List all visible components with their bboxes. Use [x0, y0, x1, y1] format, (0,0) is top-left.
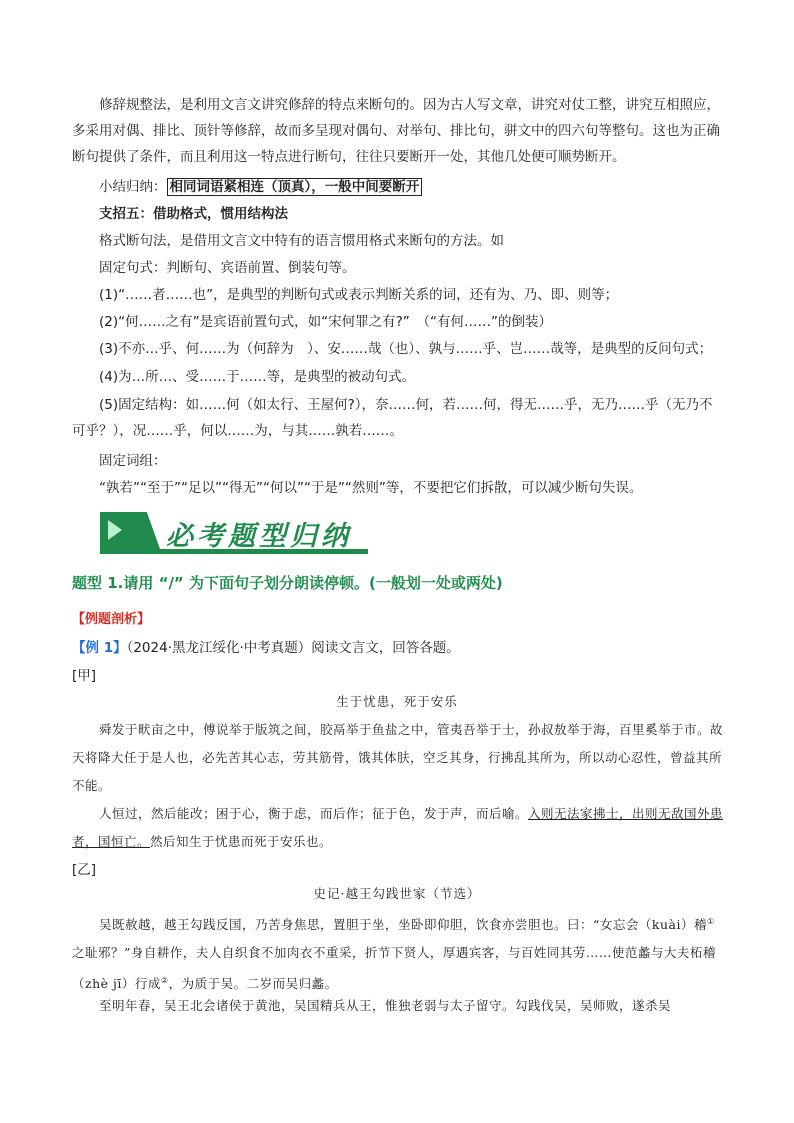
section-banner [100, 512, 368, 554]
passage-text: 人恒过，然后能改；困于心，衡于虑，而后作；征于色，发于声，而后喻。 [99, 806, 529, 821]
summary-line [72, 174, 724, 200]
passage-text: 然后知生于忧患而死于安乐也。 [150, 834, 333, 849]
passage-title: 史记·越王勾践世家（节选） [313, 886, 481, 901]
section-yi: [乙] [72, 862, 97, 878]
analysis-label: 【例题剖析】 [72, 612, 151, 627]
section-jia: [甲] [72, 668, 97, 684]
question-type-title: 题型 1.请用 “/” 为下面句子划分朗读停顿。(一般划一处或两处) [72, 574, 503, 592]
passage-paragraph: 舜发于畎亩之中，傅说举于版筑之间，胶鬲举于鱼盐之中，管夷吾举于士，孙叔敖举于海，百里奚举于市。故天将降大任于是人也，必先苦其心志，劳其筋骨，饿其体肤，空乏其身，行拂乱其所为，所以动心忍性，曾益其所不能。 [72, 722, 724, 793]
fixed-words-label: 固定词组： [99, 453, 167, 469]
tip-heading: 支招五：借助格式，惯用结构法 [99, 206, 288, 222]
banner-arrow-icon [108, 520, 122, 540]
passage-paragraph: 至明年春，吴王北会诸侯于黄池，吴国精兵从王，惟独老弱与太子留守。勾践伐吴，吴师败，遂杀吴 [99, 998, 672, 1013]
summary-box: 相同词语紧相连（顶真），一般中间要断开 [167, 178, 423, 196]
fixed-words: “孰若”“至于”“足以”“得无”“何以”“于是”“然则”等，不要把它们拆散，可以减少断句失误。 [99, 480, 643, 496]
passage-text: 之耻邪？”身自耕作，夫人自织食不加肉衣不重采，折节下贤人，厚遇宾客，与百姓同其劳……使范蠡与大夫柘稽（zhè jī）行成 [72, 945, 716, 992]
list-item: (2)“何……之有”是宾语前置句式，如“宋何罪之有?” （“有何……”的倒装） [99, 314, 553, 330]
banner-title: 必考题型归纳 [166, 521, 352, 552]
summary-label: 小结归纳： [99, 179, 167, 195]
footnote-marker: ② [160, 976, 169, 986]
list-item: (4)为…所…、受……于……等，是典型的被动句式。 [99, 369, 416, 385]
passage-text: 吴既赦越，越王勾践反国，乃苦身焦思，置胆于坐，坐卧即仰胆，饮食亦尝胆也。曰：“女忘会（kuài）稽 [99, 917, 707, 933]
example-text: （2024·黑龙江绥化·中考真题）阅读文言文，回答各题。 [126, 640, 460, 656]
intro-paragraph: 修辞规整法，是利用文言文讲究修辞的特点来断句的。因为古人写文章，讲究对仗工整，讲究互相照应，多采用对偶、排比、顶针等修辞，故而多呈现对偶句、对举句、排比句，骈文中的四六句等整句。这也为正确断句提供了条件，而且利用这一特点进行断句，往往只要断开一处，其他几处便可顺势断开。 [72, 97, 720, 165]
fixed-patterns: 固定句式：判断句、宾语前置、倒装句等。 [99, 260, 356, 276]
underlined-sentence: 入则无法家拂士，出则无敌国外患者，国恒亡。 [72, 806, 724, 849]
passage-text: ，为质于吴。二岁而吴归蠡。 [168, 976, 338, 992]
footnote-marker: ① [706, 917, 715, 926]
list-item: (1)“……者……也”，是典型的判断句式或表示判断关系的词，还有为、乃、即、则等； [99, 287, 619, 303]
format-paragraph: 格式断句法，是借用文言文中特有的语言惯用格式来断句的方法。如 [99, 233, 504, 249]
example-line [72, 636, 460, 656]
example-tag: 【例 1】 [72, 640, 127, 656]
passage-paragraph [72, 800, 724, 856]
passage-paragraph [72, 908, 724, 998]
list-item: (3)不亦…乎、何……为（何辞为 ）、安……哉（也）、孰与……乎、岂……哉等，是典型的反问句式； [99, 341, 713, 357]
passage-title: 生于忧患，死于安乐 [336, 694, 458, 709]
list-item: (5)固定结构：如……何（如太行、王屋何?），奈……何，若……何，得无……乎，无乃……乎（无乃不可乎？），况……乎，何以……为，与其……孰若……。 [72, 397, 713, 439]
